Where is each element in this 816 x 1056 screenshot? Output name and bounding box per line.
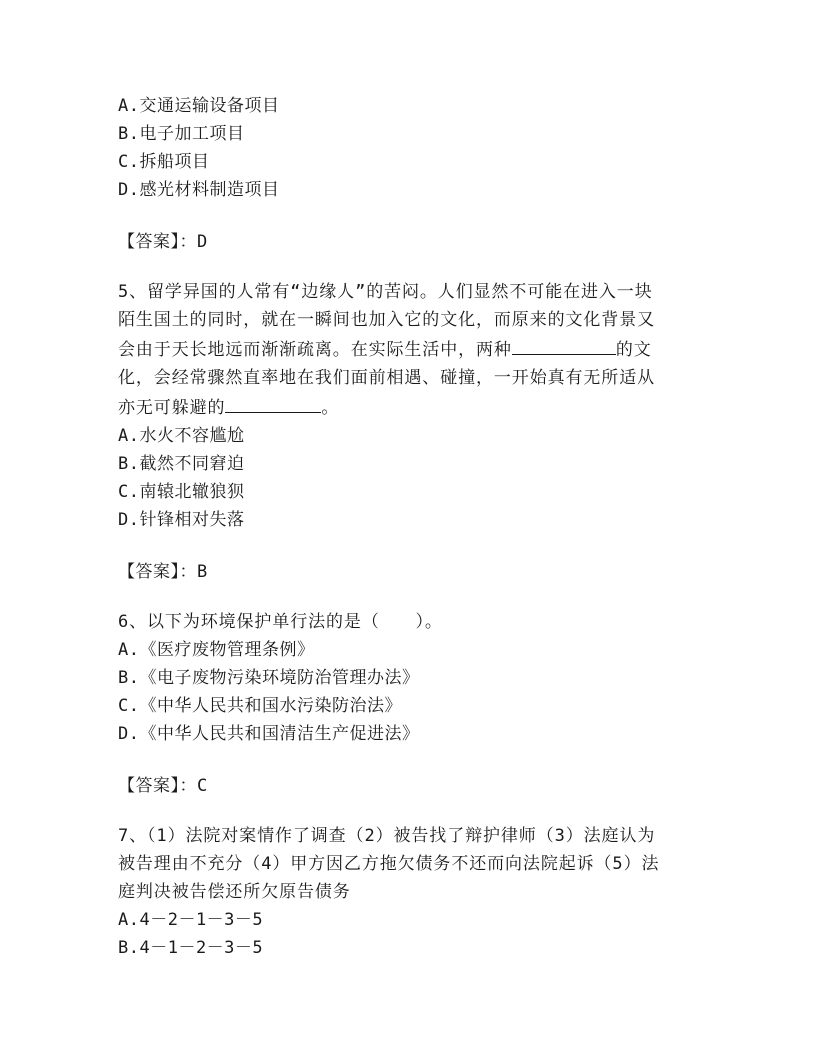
question-5-line-4: 化，会经常骤然直率地在我们面前相遇、碰撞，一开始真有无所适从 [118, 368, 655, 388]
question-5-line-1: 5、留学异国的人常有“边缘人”的苦闷。人们显然不可能在进入一块 [118, 282, 653, 302]
option-c: C.拆船项目 [118, 152, 210, 172]
question-5-line-2: 陌生国土的同时，就在一瞬间也加入它的文化，而原来的文化背景又 [118, 310, 655, 330]
question-7-line-1: 7、（1）法院对案情作了调查（2）被告找了辩护律师（3）法庭认为 [118, 826, 656, 846]
question-5-line-3-text: 会由于天长地远而渐渐疏离。在实际生活中，两种 [118, 340, 512, 360]
question-5-line-3-tail: 的文 [615, 340, 652, 360]
option-d: D.感光材料制造项目 [118, 180, 280, 200]
fill-blank-1 [512, 334, 616, 355]
option-a: A.《医疗废物管理条例》 [118, 640, 315, 660]
question-5-line-5-text: 亦无可躲避的 [118, 398, 226, 418]
question-5-line-5 [118, 392, 698, 422]
question-5 [118, 278, 698, 534]
question-7-line-2: 被告理由不充分（4）甲方因乙方拖欠债务不还而向法院起诉（5）法 [118, 854, 660, 874]
option-a: A.水火不容尴尬 [118, 426, 245, 446]
fill-blank-2 [225, 392, 321, 413]
exam-page [118, 92, 698, 962]
option-c: C.《中华人民共和国水污染防治法》 [118, 696, 402, 716]
question-5-line-3 [118, 334, 698, 364]
question-6 [118, 608, 698, 748]
question-5-line-5-tail: 。 [321, 398, 340, 418]
option-c: C.南辕北辙狼狈 [118, 482, 245, 502]
question-4-options [118, 92, 698, 204]
option-b: B.4－1－2－3－5 [118, 938, 264, 958]
answer-4: 【答案】：D [118, 232, 208, 252]
question-6-stem: 6、以下为环境保护单行法的是（ ）。 [118, 612, 443, 632]
option-d: D.针锋相对失落 [118, 510, 245, 530]
option-a: A.4－2－1－3－5 [118, 910, 264, 930]
answer-6: 【答案】：C [118, 776, 208, 796]
question-7 [118, 822, 698, 962]
option-b: B.《电子废物污染环境防治管理办法》 [118, 668, 420, 688]
option-b: B.电子加工项目 [118, 124, 245, 144]
question-7-line-3: 庭判决被告偿还所欠原告债务 [118, 882, 351, 902]
option-d: D.《中华人民共和国清洁生产促进法》 [118, 724, 420, 744]
option-b: B.截然不同窘迫 [118, 454, 245, 474]
option-a: A.交通运输设备项目 [118, 96, 280, 116]
answer-5: 【答案】：B [118, 562, 208, 582]
